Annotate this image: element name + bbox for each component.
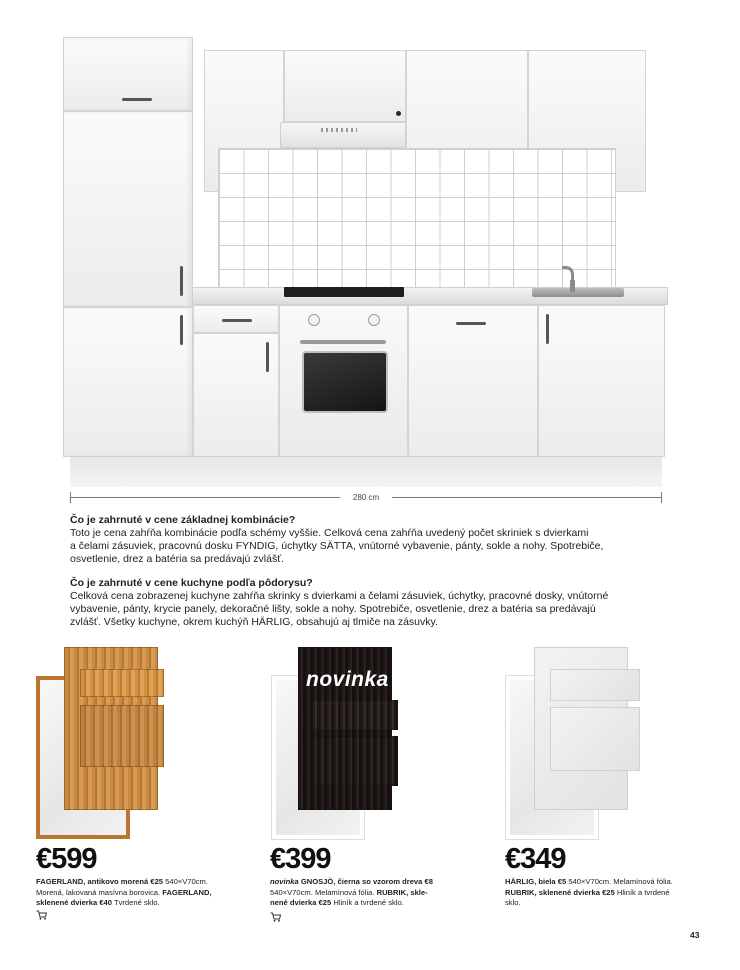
price-gnosjo: €399 bbox=[270, 843, 331, 875]
faucet-base bbox=[570, 280, 575, 292]
product-description-fagerland bbox=[36, 877, 241, 909]
dimension-label: 280 cm bbox=[340, 492, 392, 503]
section-heading: Čo je zahrnuté v cene kuchyne podľa pôdorysu? bbox=[70, 577, 313, 589]
section-line: vybavenie, pánty, krycie panely, dekoračné lišty, sokle a nohy. Spotrebiče, osvetlenie, drez a batéria sa predávajú bbox=[70, 603, 596, 615]
tall-cabinet-bottom-door bbox=[63, 307, 193, 457]
desc-bold: FAGERLAND, antikovo morená €25 bbox=[36, 877, 164, 886]
white-drawer-sample bbox=[550, 707, 640, 771]
dimension-tick bbox=[70, 492, 71, 503]
wall-tiles bbox=[218, 148, 616, 290]
novinka-badge: novinka bbox=[306, 668, 389, 691]
extractor-hood bbox=[280, 122, 406, 148]
sink bbox=[532, 288, 624, 297]
shopping-cart-icon bbox=[270, 912, 281, 922]
section-basic-combination bbox=[70, 514, 670, 566]
product-description-harlig bbox=[505, 877, 710, 909]
cooktop bbox=[284, 287, 404, 297]
plinth bbox=[70, 456, 662, 487]
desc-bold: sklenené dvierka €40 bbox=[36, 898, 112, 907]
tall-cabinet-middle-door bbox=[63, 111, 193, 307]
cabinet-handle bbox=[266, 342, 269, 372]
dishwasher-handle bbox=[456, 322, 486, 325]
desc-text: sklo. bbox=[505, 898, 521, 907]
dishwasher bbox=[408, 305, 538, 457]
section-line: osvetlenie, drez a batéria sa predávajú zvlášť. bbox=[70, 553, 285, 565]
dark-drawer-sample bbox=[312, 736, 398, 786]
desc-bold: HÄRLIG, biela €5 bbox=[505, 877, 567, 886]
desc-text: 540×V70cm. Melamínová fólia. bbox=[566, 877, 673, 886]
wall-cabinet-above-hood bbox=[284, 50, 406, 122]
section-line: a čelami zásuviek, pracovnú dosku FYNDIG, úchytky SÄTTA, vnútorné vybavenie, pánty, sokle a nohy. Spotrebiče, bbox=[70, 540, 604, 552]
oven-window bbox=[302, 351, 388, 413]
desc-text: Morená, lakovaná masívna borovica. bbox=[36, 887, 163, 897]
section-floorplan-kitchen bbox=[70, 577, 670, 629]
desc-text: Hliník a tvrdené bbox=[614, 887, 670, 897]
section-heading: Čo je zahrnuté v cene základnej kombinácie? bbox=[70, 514, 296, 526]
desc-bold: FAGERLAND, bbox=[162, 887, 212, 897]
section-line: Celková cena zobrazenej kuchyne zahŕňa skrinky s dvierkami a čelami zásuviek, úchytky, pracovné dosky, vnútorné bbox=[70, 590, 609, 602]
oven-dial bbox=[308, 314, 320, 326]
desc-text: Hliník a tvrdené sklo. bbox=[331, 898, 404, 907]
dimension-tick bbox=[661, 492, 662, 503]
product-description-gnosjo bbox=[270, 877, 475, 909]
desc-italic: novinka bbox=[270, 877, 299, 886]
desc-bold: RUBRIK, sklenené dvierka €25 bbox=[505, 887, 615, 897]
wood-drawer-sample bbox=[80, 705, 164, 767]
cabinet-handle bbox=[122, 98, 152, 101]
white-drawer-sample bbox=[550, 669, 640, 701]
oven-dial bbox=[368, 314, 380, 326]
price-fagerland: €599 bbox=[36, 843, 97, 875]
cabinet-handle bbox=[180, 315, 183, 345]
shopping-cart-icon bbox=[36, 910, 47, 920]
price-harlig: €349 bbox=[505, 843, 566, 875]
cabinet-handle bbox=[180, 266, 183, 296]
cabinet-knob bbox=[396, 111, 401, 116]
wood-drawer-sample bbox=[80, 669, 164, 697]
dark-drawer-sample bbox=[312, 700, 398, 730]
section-line: Toto je cena zahŕňa kombinácie podľa schémy vyššie. Celková cena zahŕňa uvedený počet skriniek s dvierkami bbox=[70, 527, 589, 539]
cabinet-handle bbox=[546, 314, 549, 344]
sink-cabinet-door bbox=[538, 305, 665, 457]
page-number: 43 bbox=[690, 930, 700, 940]
section-line: zvlášť. Všetky kuchyne, okrem kuchýň HÄRLIG, obsahujú aj tlmiče na zásuvky. bbox=[70, 616, 438, 628]
desc-bold: RUBRIK, skle- bbox=[376, 887, 428, 897]
desc-text: Tvrdené sklo. bbox=[112, 898, 160, 907]
oven-handle bbox=[300, 340, 386, 344]
desc-bold: nené dvierka €25 bbox=[270, 898, 332, 907]
desc-bold: GNOSJÖ, čierna so vzorom dreva €8 bbox=[298, 877, 433, 886]
hood-vent bbox=[321, 128, 357, 132]
desc-text: 540×V70cm. bbox=[163, 877, 208, 886]
desc-text: 540×V70cm. Melamínová fólia. bbox=[270, 887, 377, 897]
drawer-handle bbox=[222, 319, 252, 322]
